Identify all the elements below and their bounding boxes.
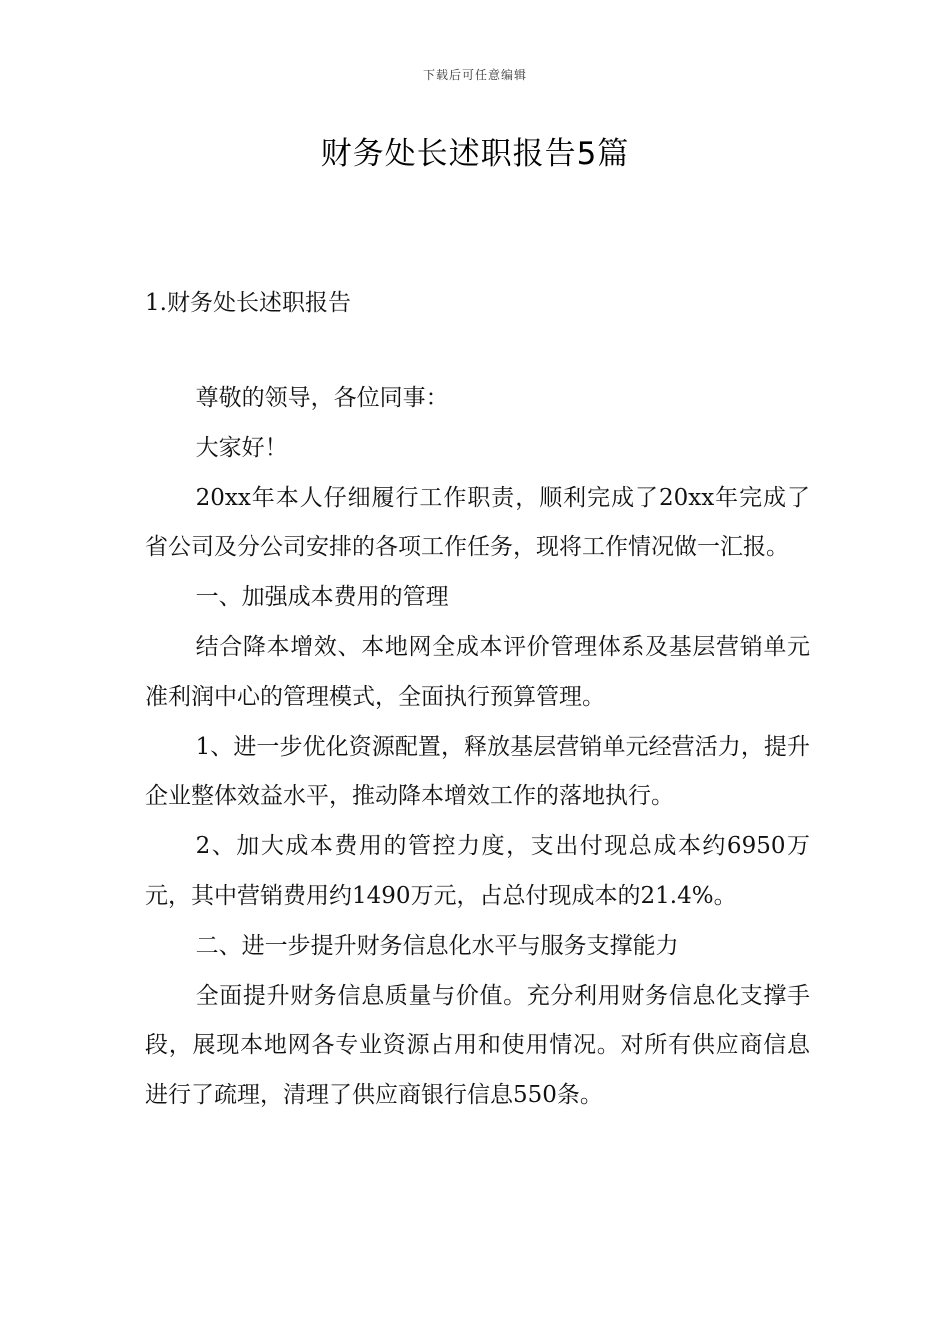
salutation-paragraph: 尊敬的领导，各位同事： bbox=[195, 385, 449, 411]
intro-paragraph: 20xx年本人仔细履行工作职责，顺利完成了20xx年完成了省公司及分公司安排的各项工作任务，现将工作情况做一汇报。 bbox=[145, 484, 810, 561]
greeting-paragraph: 大家好！ bbox=[195, 434, 288, 461]
header-note: 下载后可任意编辑 bbox=[422, 68, 527, 82]
subheading-cost-management: 一、加强成本费用的管理 bbox=[195, 584, 449, 611]
list-item-1: 1、进一步优化资源配置，释放基层营销单元经营活力，提升企业整体效益水平，推动降本增效工作的落地执行。 bbox=[145, 733, 810, 810]
body-paragraph: 全面提升财务信息质量与价值。充分利用财务信息化支撑手段，展现本地网各专业资源占用和使用情况。对所有供应商信息进行了疏理，清理了供应商银行信息550条。 bbox=[145, 982, 810, 1109]
body-paragraph: 结合降本增效、本地网全成本评价管理体系及基层营销单元准利润中心的管理模式，全面执行预算管理。 bbox=[145, 633, 810, 710]
document-title: 财务处长述职报告5篇 bbox=[320, 136, 630, 172]
document-body bbox=[145, 374, 810, 1121]
list-item-2: 2、加大成本费用的管控力度，支出付现总成本约6950万元，其中营销费用约1490万元，占总付现成本的21.4%。 bbox=[145, 833, 810, 909]
subheading-informatization: 二、进一步提升财务信息化水平与服务支撑能力 bbox=[195, 932, 679, 959]
section-heading: 1.财务处长述职报告 bbox=[145, 290, 351, 316]
